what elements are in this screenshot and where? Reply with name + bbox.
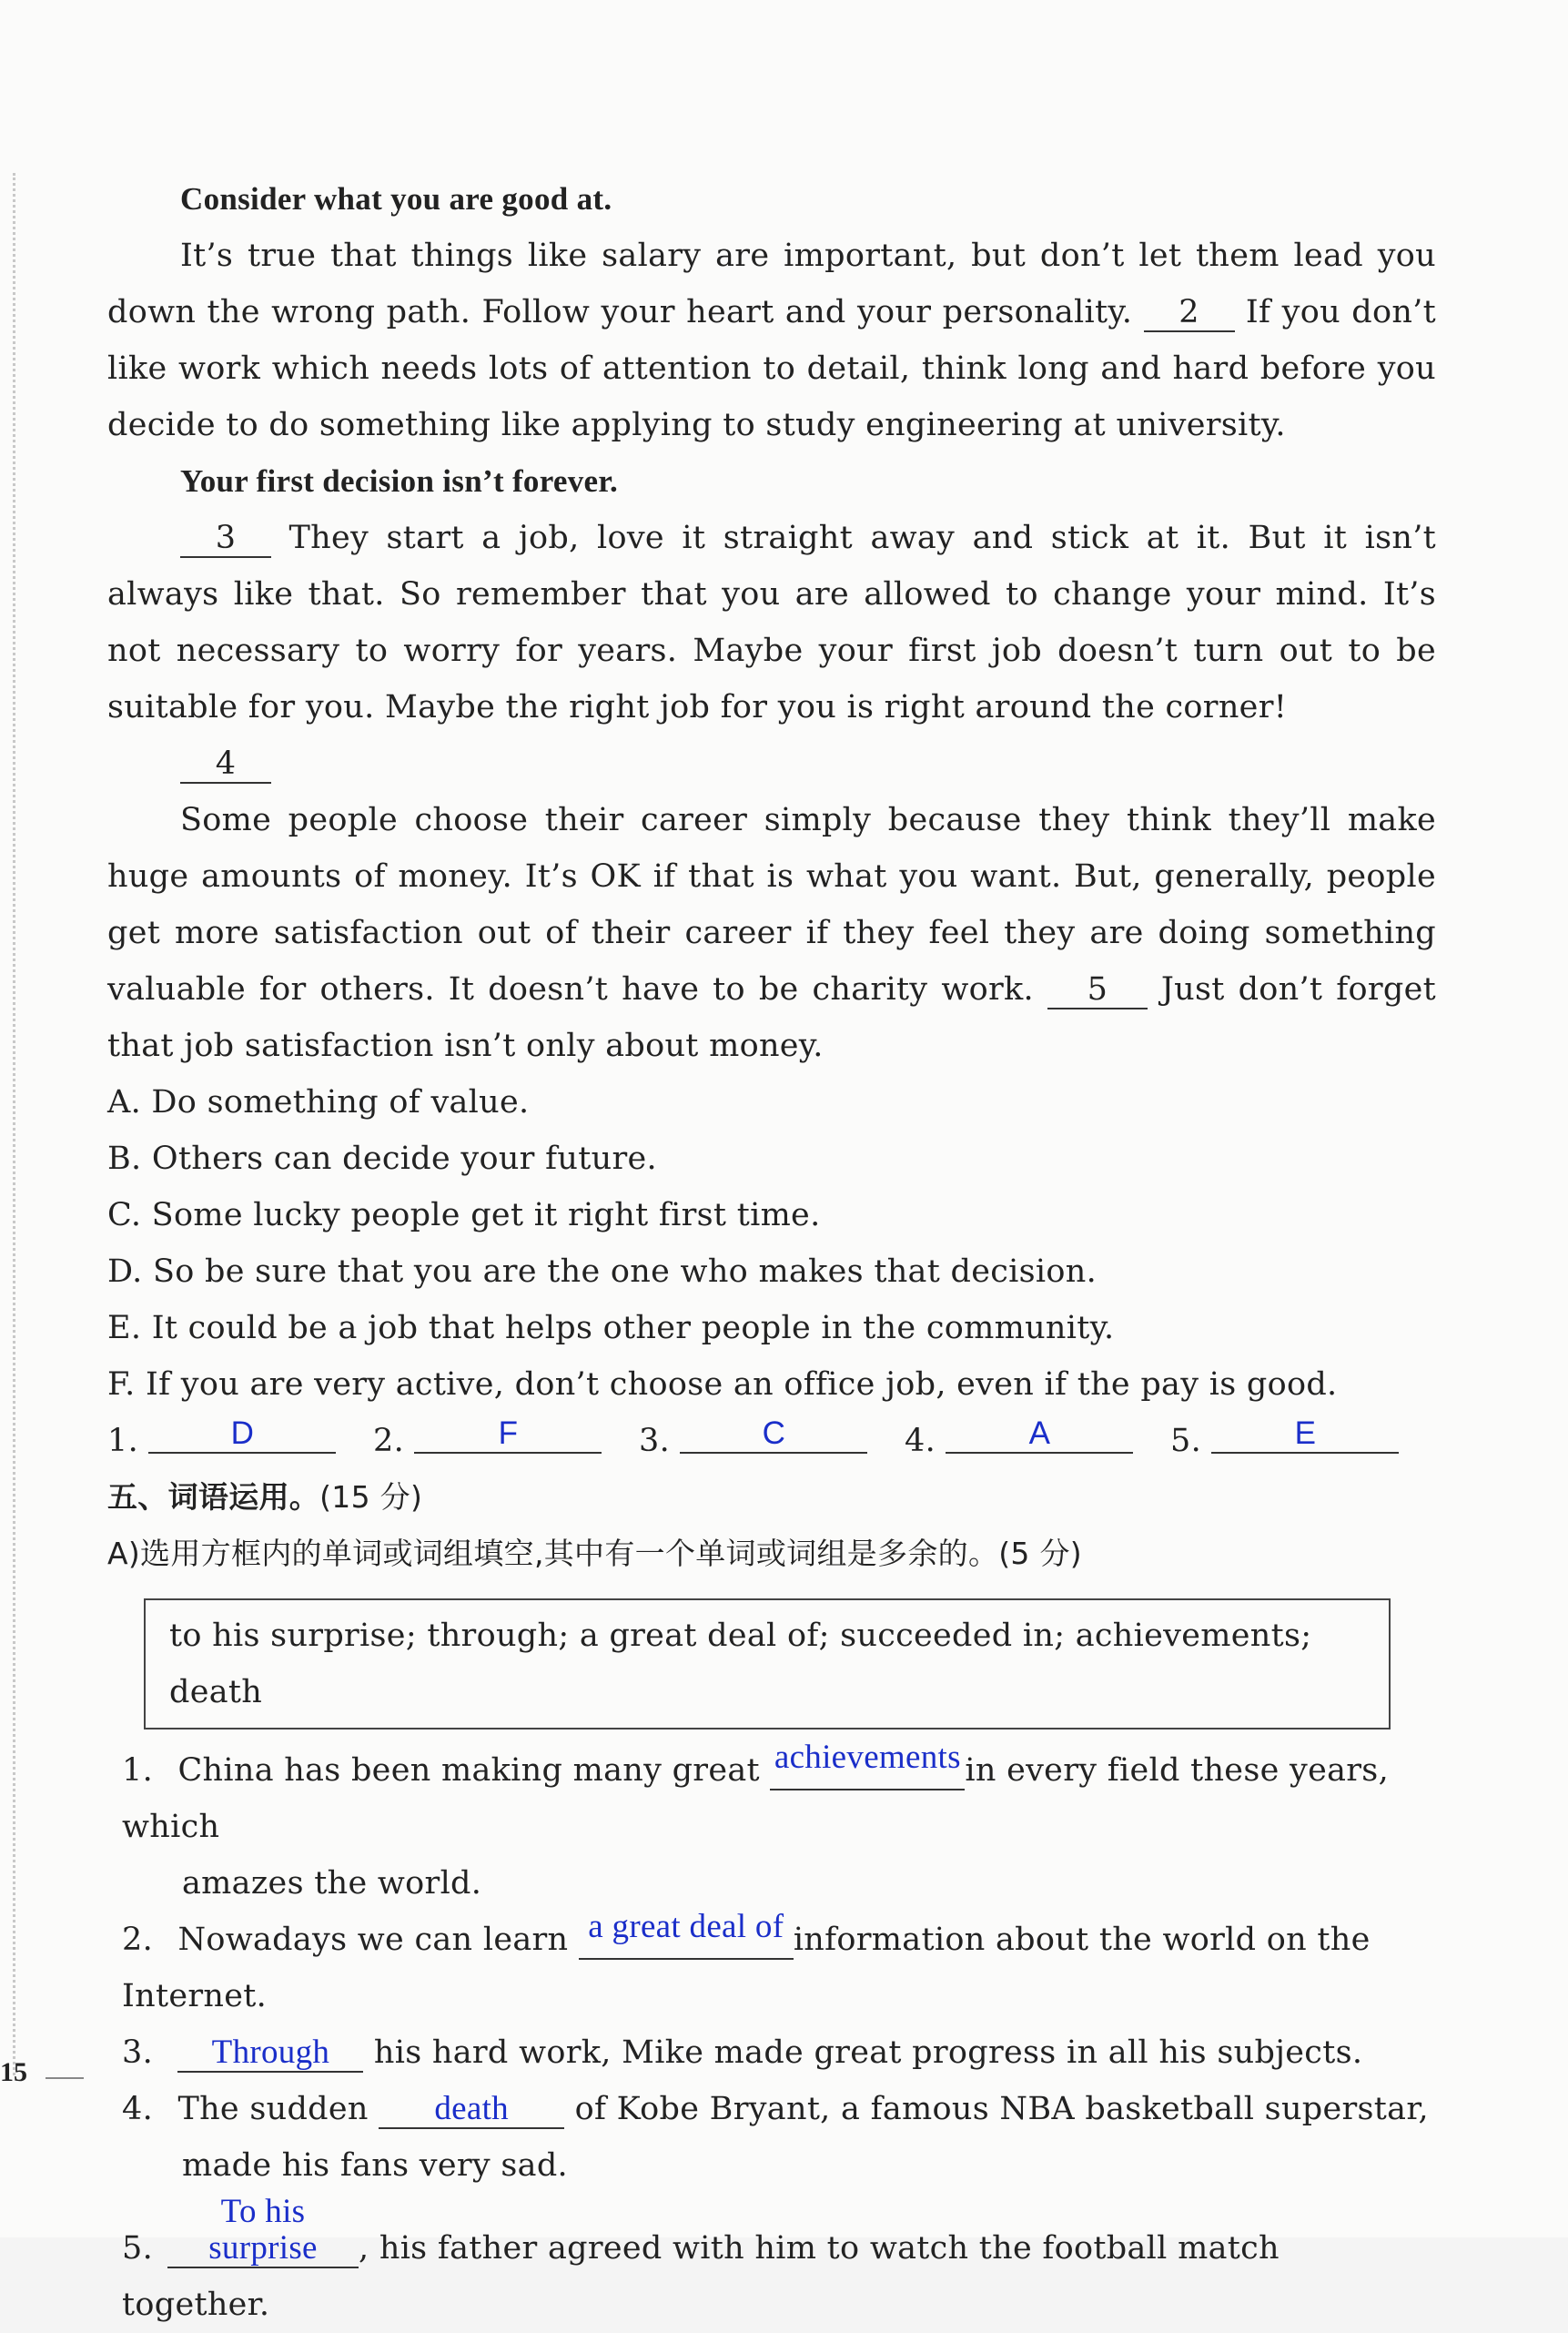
- question-text-post: his hard work, Mike made great progress in all his subjects.: [373, 2034, 1363, 2071]
- page-number: 15: [0, 2057, 27, 2087]
- answer-number: 4.: [905, 1423, 936, 1459]
- paragraph-2-text: They start a job, love it straight away and stick at it. But it isn’t always like that. So remember that you are allowed to change your mind. It’s not necessary to worry for years. Maybe your first job doesn’t turn out to be suitable for you. Maybe the right job for you is right around the corner!: [107, 520, 1436, 725]
- paragraph-2: [107, 510, 1436, 735]
- blank-3: 3: [180, 520, 271, 558]
- option-c: C. Some lucky people get it right first time.: [107, 1197, 821, 1233]
- answer-field[interactable]: F: [414, 1415, 602, 1454]
- question-text-post: , his father agreed with him to watch the football match together.: [122, 2230, 1280, 2323]
- answer-number: 1.: [107, 1423, 138, 1459]
- question-1: [107, 1739, 1436, 1912]
- question-text-post: in every field these years, which: [122, 1752, 1389, 1845]
- handwritten-answer: To his surprise: [208, 2193, 318, 2267]
- word-bank-box: to his surprise; through; a great deal of; succeeded in; achievements; death: [144, 1598, 1391, 1729]
- question-2: [107, 1908, 1436, 2024]
- answer-5: [1170, 1413, 1436, 1469]
- option-f: F. If you are very active, don’t choose an office job, even if the pay is good.: [107, 1366, 1338, 1403]
- blank-2: 2: [1144, 294, 1235, 332]
- question-number: 5.: [122, 2230, 153, 2267]
- handwritten-answer: achievements: [774, 1739, 961, 1776]
- section-5-score: (15 分): [319, 1479, 423, 1515]
- question-number: 2.: [122, 1922, 153, 1958]
- paragraph-1-text-a: It’s true that things like salary are important, but don’t let them lead you down the wrong path. Follow your heart and your personality.: [107, 238, 1436, 330]
- question-number: 3.: [122, 2034, 153, 2071]
- handwritten-answer: Through: [211, 2034, 330, 2071]
- question-4: [107, 2081, 1436, 2194]
- question-3: [107, 2024, 1436, 2081]
- fill-in-field[interactable]: [177, 2034, 363, 2073]
- blank-4: 4: [180, 746, 271, 784]
- section-5-title-text: 五、词语运用。: [107, 1479, 320, 1515]
- option-b: B. Others can decide your future.: [107, 1141, 657, 1177]
- option-e: E. It could be a job that helps other people in the community.: [107, 1310, 1115, 1346]
- question-text-post: of Kobe Bryant, a famous NBA basketball superstar,: [574, 2091, 1429, 2127]
- answer-field[interactable]: E: [1211, 1415, 1399, 1454]
- answer-row: [107, 1413, 1436, 1469]
- answer-1: [107, 1413, 373, 1469]
- paragraph-3: [107, 792, 1436, 1074]
- heading-good-at: Consider what you are good at.: [180, 181, 612, 217]
- paragraph-1-text-b: If you don’t like work which needs lots of attention to detail, think long and hard before you decide to do something like applying to study engineering at university.: [107, 294, 1436, 443]
- question-text-pre: Nowadays we can learn: [177, 1922, 569, 1958]
- option-d: D. So be sure that you are the one who makes that decision.: [107, 1253, 1097, 1290]
- heading-blank-4-line: [107, 735, 1436, 792]
- question-text-continued: made his fans very sad.: [182, 2147, 568, 2184]
- question-number: 4.: [122, 2091, 153, 2127]
- answer-number: 3.: [639, 1423, 670, 1459]
- paragraph-1: [107, 228, 1436, 453]
- answer-field[interactable]: D: [148, 1415, 336, 1454]
- question-text-pre: The sudden: [177, 2091, 369, 2127]
- section-5-title: [107, 1469, 1436, 1526]
- paragraph-3-text-b: Just don’t forget that job satisfaction isn’t only about money.: [107, 971, 1436, 1064]
- fill-in-field[interactable]: [167, 2194, 359, 2268]
- answer-field[interactable]: C: [680, 1415, 867, 1454]
- option-a: A. Do something of value.: [107, 1084, 530, 1121]
- handwritten-answer: a great deal of: [588, 1908, 784, 1945]
- paragraph-3-text-a: Some people choose their career simply because they think they’ll make huge amounts of money. It’s OK if that is what you want. But, generally, people get more satisfaction out of their career if they feel they are doing something valuable for others. It doesn’t have to be charity work.: [107, 802, 1436, 1008]
- fill-in-field[interactable]: [379, 2091, 564, 2129]
- question-text-post: information about the world on the Internet.: [122, 1922, 1371, 2014]
- answer-number: 2.: [373, 1423, 404, 1459]
- answer-3: [639, 1413, 905, 1469]
- fill-in-field[interactable]: [579, 1908, 794, 1960]
- question-5: [107, 2194, 1436, 2333]
- answer-2: [373, 1413, 639, 1469]
- section-5a-instructions: A)选用方框内的单词或词组填空,其中有一个单词或词组是多余的。(5 分): [107, 1536, 1082, 1571]
- question-text-pre: China has been making many great: [177, 1752, 760, 1789]
- blank-5: 5: [1047, 971, 1148, 1009]
- heading-first-decision: Your first decision isn’t forever.: [180, 463, 619, 499]
- answer-field[interactable]: A: [946, 1415, 1133, 1454]
- page-number-dash: [46, 2077, 84, 2079]
- content-area: [107, 171, 1436, 2333]
- fill-in-field[interactable]: [770, 1739, 965, 1790]
- question-number: 1.: [122, 1752, 153, 1789]
- answer-number: 5.: [1170, 1423, 1201, 1459]
- handwritten-answer: death: [434, 2090, 509, 2127]
- question-text-continued: amazes the world.: [182, 1865, 482, 1902]
- answer-4: [905, 1413, 1170, 1469]
- binding-dotted-line: [13, 173, 15, 2075]
